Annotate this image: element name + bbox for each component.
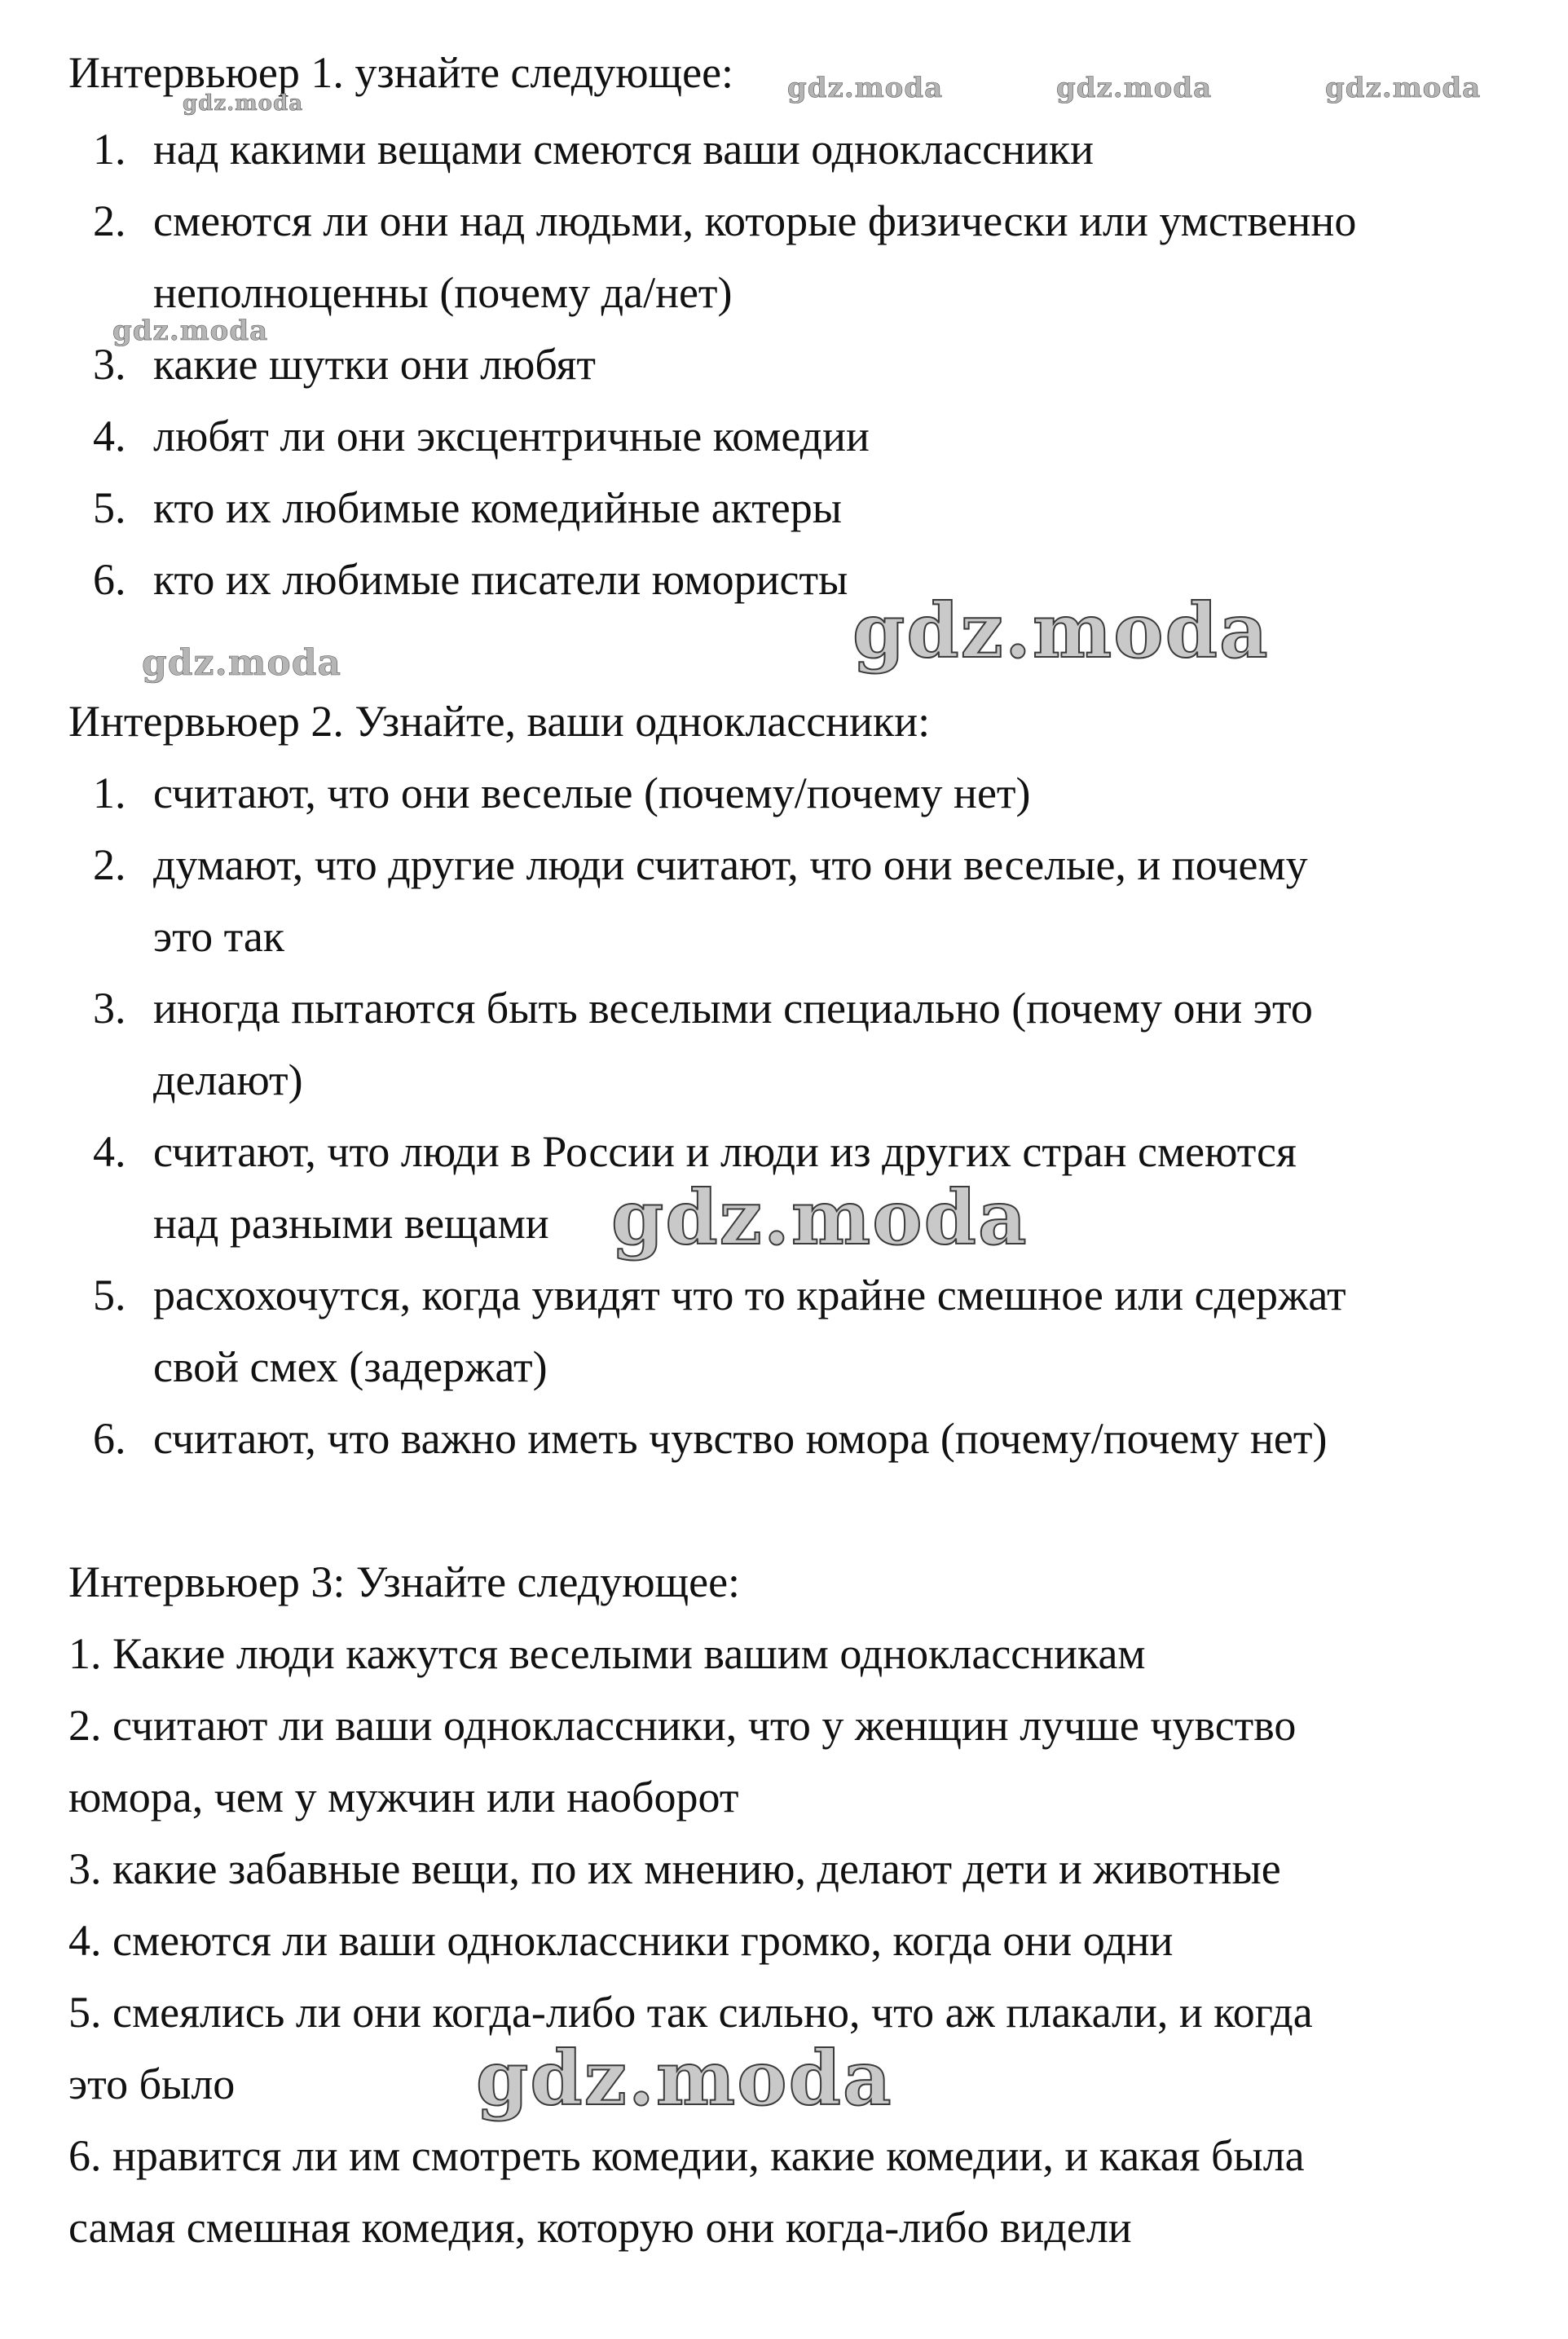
section3-line-7: это было xyxy=(68,2059,236,2108)
section2-item-3-number: 3. xyxy=(93,984,126,1033)
section3-line-5: 4. смеются ли ваши одноклассники громко, когда они одни xyxy=(68,1916,1174,1965)
section2-item-5-number: 5. xyxy=(93,1271,126,1319)
section1-item-5-text: кто их любимые комедийные актеры xyxy=(153,483,843,532)
watermark: gdz.moda xyxy=(611,1174,1028,1262)
section1-item-6-number: 6. xyxy=(93,555,126,604)
section3-line-9: самая смешная комедия, которую они когда-либо видели xyxy=(68,2203,1132,2252)
section1-item-2-number: 2. xyxy=(93,196,126,245)
section1-item-3-text: какие шутки они любят xyxy=(153,340,596,389)
watermark: gdz.moda xyxy=(112,315,269,347)
section2-heading: Интервьюер 2. Узнайте, ваши одноклассники: xyxy=(68,697,931,746)
section1-item-3-number: 3. xyxy=(93,340,126,389)
section2-item-2-number: 2. xyxy=(93,840,126,889)
section2-item-2-text: думают, что другие люди считают, что они веселые, и почему xyxy=(153,840,1308,889)
section2-item-1-number: 1. xyxy=(93,769,126,817)
section2-item-5-text: расхохочутся, когда увидят что то крайне смешное или сдержат xyxy=(153,1271,1346,1319)
section2-item-5-text-cont: свой смех (задержат) xyxy=(153,1342,548,1391)
section2-item-4-text-cont: над разными вещами xyxy=(153,1199,549,1248)
section1-item-1-text: над какими вещами смеются ваши одноклассники xyxy=(153,125,1095,174)
section1-item-4-text: любят ли они эксцентричные комедии xyxy=(153,412,870,460)
section3-line-4: 3. какие забавные вещи, по их мнению, делают дети и животные xyxy=(68,1844,1281,1893)
watermark: gdz.moda xyxy=(1056,72,1213,104)
section2-item-3-text: иногда пытаются быть веселыми специально (почему они это xyxy=(153,984,1313,1033)
section2-item-6-number: 6. xyxy=(93,1414,126,1463)
section3-line-3: юмора, чем у мужчин или наоборот xyxy=(68,1773,739,1821)
watermark: gdz.moda xyxy=(1325,72,1482,104)
section2-item-4-text: считают, что люди в России и люди из других стран смеются xyxy=(153,1127,1297,1176)
watermark: gdz.moda xyxy=(142,642,342,684)
watermark: gdz.moda xyxy=(852,587,1270,675)
section1-item-4-number: 4. xyxy=(93,412,126,460)
section1-item-6-text: кто их любимые писатели юмористы xyxy=(153,555,848,604)
section1-item-2-text-cont: неполноценны (почему да/нет) xyxy=(153,268,733,317)
section3-line-2: 2. считают ли ваши одноклассники, что у женщин лучше чувство xyxy=(68,1701,1297,1750)
section3-line-1: 1. Какие люди кажутся веселыми вашим одноклассникам xyxy=(68,1629,1146,1678)
section3-line-8: 6. нравится ли им смотреть комедии, какие комедии, и какая была xyxy=(68,2131,1305,2180)
section2-item-2-text-cont: это так xyxy=(153,912,285,961)
section2-item-1-text: считают, что они веселые (почему/почему нет) xyxy=(153,769,1031,817)
section1-item-2-text: смеются ли они над людьми, которые физически или умственно xyxy=(153,196,1357,245)
section3-line-6: 5. смеялись ли они когда-либо так сильно, что аж плакали, и когда xyxy=(68,1988,1313,2037)
section1-item-1-number: 1. xyxy=(93,125,126,174)
section2-item-4-number: 4. xyxy=(93,1127,126,1176)
watermark: gdz.moda xyxy=(183,91,304,116)
section1-heading: Интервьюер 1. узнайте следующее: xyxy=(68,48,734,97)
section3-heading: Интервьюер 3: Узнайте следующее: xyxy=(68,1557,741,1606)
watermark: gdz.moda xyxy=(476,2034,893,2122)
section1-item-5-number: 5. xyxy=(93,483,126,532)
section2-item-3-text-cont: делают) xyxy=(153,1055,303,1104)
section2-item-6-text: считают, что важно иметь чувство юмора (почему/почему нет) xyxy=(153,1414,1328,1463)
watermark: gdz.moda xyxy=(787,72,944,104)
